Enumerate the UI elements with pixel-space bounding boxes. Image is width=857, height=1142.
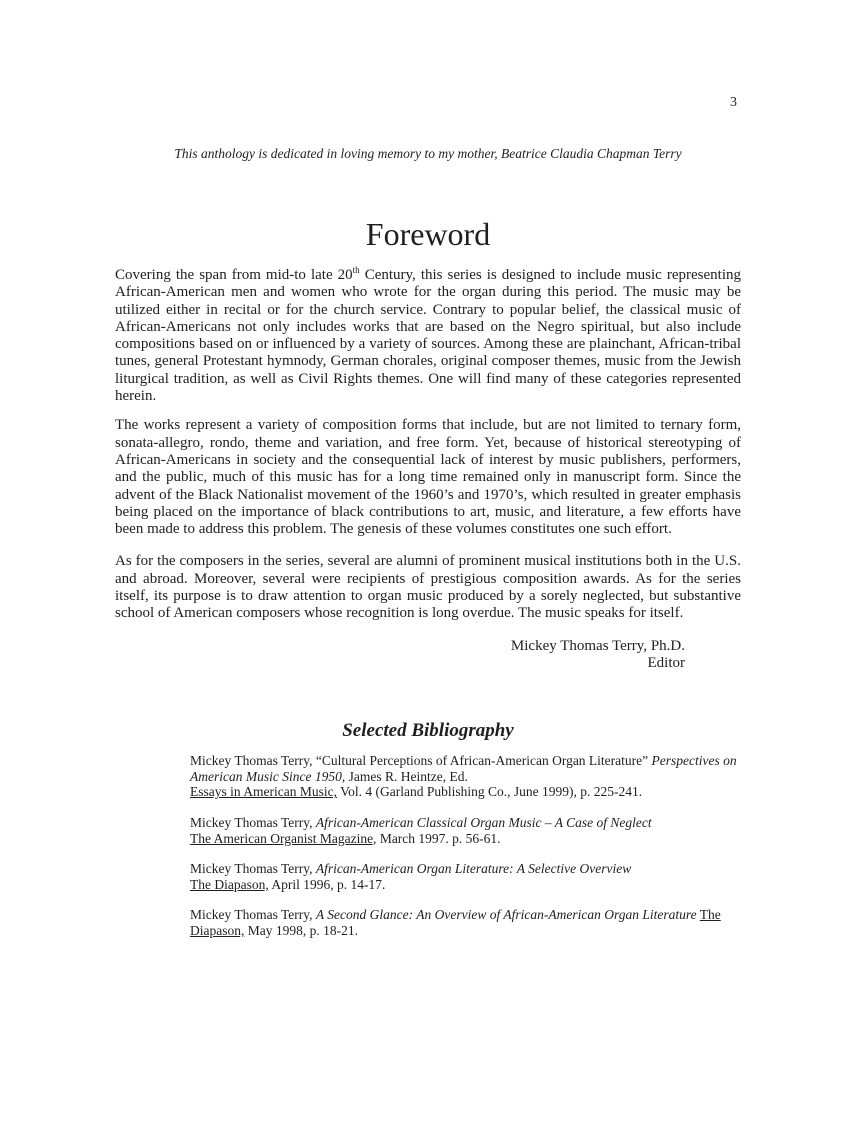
foreword-heading: Foreword [365, 216, 491, 252]
signature-title: Editor [647, 654, 685, 671]
bibliography-entry-3 [190, 861, 738, 892]
signature-name: Mickey Thomas Terry, Ph.D. [510, 637, 685, 654]
foreword-paragraph-3: As for the composers in the series, several are alumni of prominent musical institutions both in the U.S. and abroad. Moreover, several were recipients of prestigious composition awards. As for the series itself, its purpose is to draw attention to organ music produced by a sorely neglected, but substantive school of American composers whose recognition is long overdue. The music speaks for itself. [115, 553, 741, 622]
signature-block [115, 638, 741, 673]
bibliography-entry-2 [190, 815, 738, 846]
bibliography-heading: Selected Bibliography [342, 720, 514, 742]
bibliography-entry-line: American Music Since 1950, James R. Heintze, Ed. [190, 768, 468, 784]
foreword-paragraph-2: The works represent a variety of composition forms that include, but are not limited to ternary form, sonata-allegro, rondo, theme and variation, and free form. Yet, because of historical stereotyping of African-Americans in society and the consequential lack of interest by music publishers, performers, and the public, much of this music has for a long time remained only in manuscript form. Since the advent of the Black Nationalist movement of the 1960’s and 1970’s, which resulted in greater emphasis being placed on the importance of black contributions to art, music, and literature, a few efforts have been made to address this problem. The genesis of these volumes constitutes one such effort. [115, 417, 741, 538]
dedication-text: This anthology is dedicated in loving memory to my mother, Beatrice Claudia Chapman Terry [174, 146, 682, 161]
bibliography-entry-line: Diapason, May 1998, p. 18-21. [190, 922, 358, 938]
bibliography-entry-line: The Diapason, April 1996, p. 14-17. [190, 876, 386, 892]
bibliography-entry-line: Mickey Thomas Terry, “Cultural Perceptions of African-American Organ Literature” Perspectives on [190, 753, 737, 769]
bibliography-entry-line: Mickey Thomas Terry, African-American Organ Literature: A Selective Overview [190, 861, 632, 877]
bibliography-entry-1 [190, 753, 738, 800]
bibliography-entry-line: Mickey Thomas Terry, A Second Glance: An Overview of African-American Organ Literature The [190, 907, 721, 923]
bibliography-entry-4 [190, 907, 738, 938]
text-block [115, 0, 741, 939]
bibliography-entry-line: Mickey Thomas Terry, African-American Classical Organ Music – A Case of Neglect [190, 815, 652, 831]
bibliography-list [190, 753, 738, 938]
bibliography-entry-line: Essays in American Music, Vol. 4 (Garland Publishing Co., June 1999), p. 225-241. [190, 784, 643, 800]
foreword-paragraph-1: Covering the span from mid-to late 20th Century, this series is designed to include music representing African-American men and women who wrote for the organ during this period. The music may be utilized either in recital or for the church service. Contrary to popular belief, the classical music of African-Americans not only includes works that are based on the Negro spiritual, but also include compositions based on or influenced by a variety of sources. Among these are plainchant, African-tribal tunes, general Protestant hymnody, German chorales, original composer themes, music from the Jewish liturgical tradition, as well as Civil Rights themes. One will find many of these categories represented herein. [115, 265, 741, 405]
page-number: 3 [730, 95, 737, 110]
bibliography-entry-line: The American Organist Magazine, March 1997. p. 56-61. [190, 830, 501, 846]
